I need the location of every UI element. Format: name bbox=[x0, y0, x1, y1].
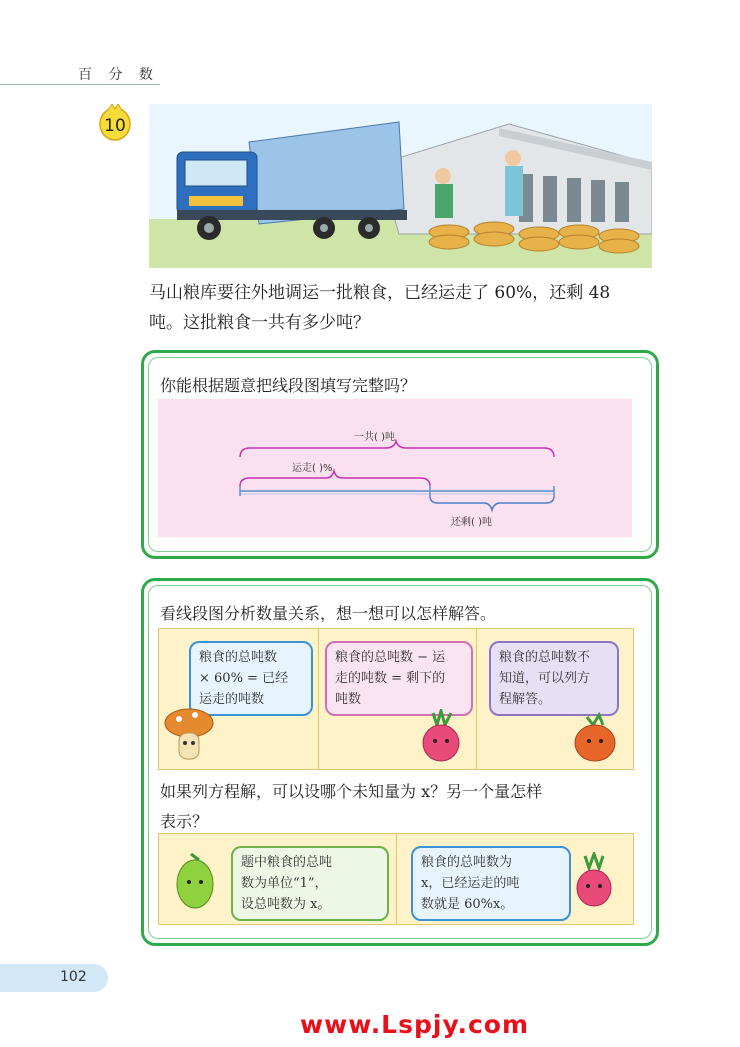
example-number-badge bbox=[98, 104, 132, 142]
line-segment-diagram-panel bbox=[158, 399, 632, 537]
remaining-label: 还剩( )吨 bbox=[451, 517, 492, 528]
hint-1-line-1: 粮食的总吨数 bbox=[199, 650, 278, 665]
analysis-box bbox=[141, 578, 659, 946]
hints-panel-2 bbox=[158, 833, 634, 925]
radish-mascot-icon bbox=[417, 709, 465, 765]
hint-divider-2 bbox=[476, 629, 477, 769]
problem-line-2: 吨。这批粮食一共有多少吨？ bbox=[149, 313, 370, 333]
header-divider bbox=[0, 84, 160, 85]
hint-bubble-2 bbox=[325, 641, 473, 716]
mushroom-mascot-icon bbox=[163, 705, 215, 767]
moved-brace bbox=[240, 471, 430, 486]
moved-label: 运走( )% bbox=[292, 463, 333, 474]
hint-1-line-3: 运走的吨数 bbox=[199, 692, 265, 707]
hint2-1-line-1: 题中粮食的总吨 bbox=[241, 855, 333, 870]
hint-2-line-2: 走的吨数 = 剩下的 bbox=[335, 671, 446, 686]
hint-divider-1 bbox=[318, 629, 319, 769]
hint-3-line-1: 粮食的总吨数不 bbox=[499, 650, 591, 665]
chapter-title: 百 分 数 bbox=[78, 67, 159, 83]
equation-question-line-2: 表示？ bbox=[160, 812, 209, 831]
total-brace bbox=[240, 441, 554, 457]
hint2-bubble-1 bbox=[231, 846, 389, 921]
diagram-question: 你能根据题意把线段图填写完整吗？ bbox=[160, 376, 417, 395]
truck-warehouse-illustration bbox=[149, 104, 652, 268]
tomato-mascot-icon bbox=[567, 711, 623, 765]
diagram-question-box bbox=[141, 350, 659, 559]
hint2-2-line-3: 数就是 60%x。 bbox=[421, 897, 514, 912]
total-label: 一共( )吨 bbox=[354, 432, 395, 443]
equation-question bbox=[160, 777, 542, 837]
hints-panel bbox=[158, 628, 634, 770]
hint2-1-line-2: 数为单位“1”， bbox=[241, 876, 328, 891]
radish-mascot-2-icon bbox=[571, 852, 617, 910]
equation-question-line-1: 如果列方程解，可以设哪个未知量为 x？另一个量怎样 bbox=[160, 782, 543, 801]
hint-1-line-2: × 60% = 已经 bbox=[199, 671, 289, 686]
example-number: 10 bbox=[104, 116, 126, 136]
watermark-text: www.Lspjy.com bbox=[300, 1010, 530, 1039]
page-number: 102 bbox=[60, 969, 87, 985]
hint-3-line-3: 程解答。 bbox=[499, 692, 552, 707]
problem-line-1: 马山粮库要往外地调运一批粮食，已经运走了 60%，还剩 48 bbox=[149, 283, 611, 303]
hint-divider-3 bbox=[396, 834, 397, 924]
hint2-2-line-1: 粮食的总吨数为 bbox=[421, 855, 513, 870]
mango-mascot-icon bbox=[169, 850, 219, 912]
remaining-brace bbox=[430, 496, 554, 510]
hint2-bubble-2 bbox=[411, 846, 571, 921]
hint-3-line-2: 知道，可以列方 bbox=[499, 671, 591, 686]
hint-2-line-3: 吨数 bbox=[335, 692, 362, 707]
page-number-tab bbox=[0, 964, 108, 992]
problem-statement bbox=[149, 278, 659, 338]
hint2-1-line-3: 设总吨数为 x。 bbox=[241, 897, 331, 912]
hint2-2-line-2: x，已经运走的吨 bbox=[421, 876, 520, 891]
analysis-question: 看线段图分析数量关系，想一想可以怎样解答。 bbox=[160, 604, 497, 623]
hint-2-line-1: 粮食的总吨数 − 运 bbox=[335, 650, 446, 665]
hint-bubble-3 bbox=[489, 641, 619, 716]
line-segment-diagram bbox=[158, 399, 632, 537]
